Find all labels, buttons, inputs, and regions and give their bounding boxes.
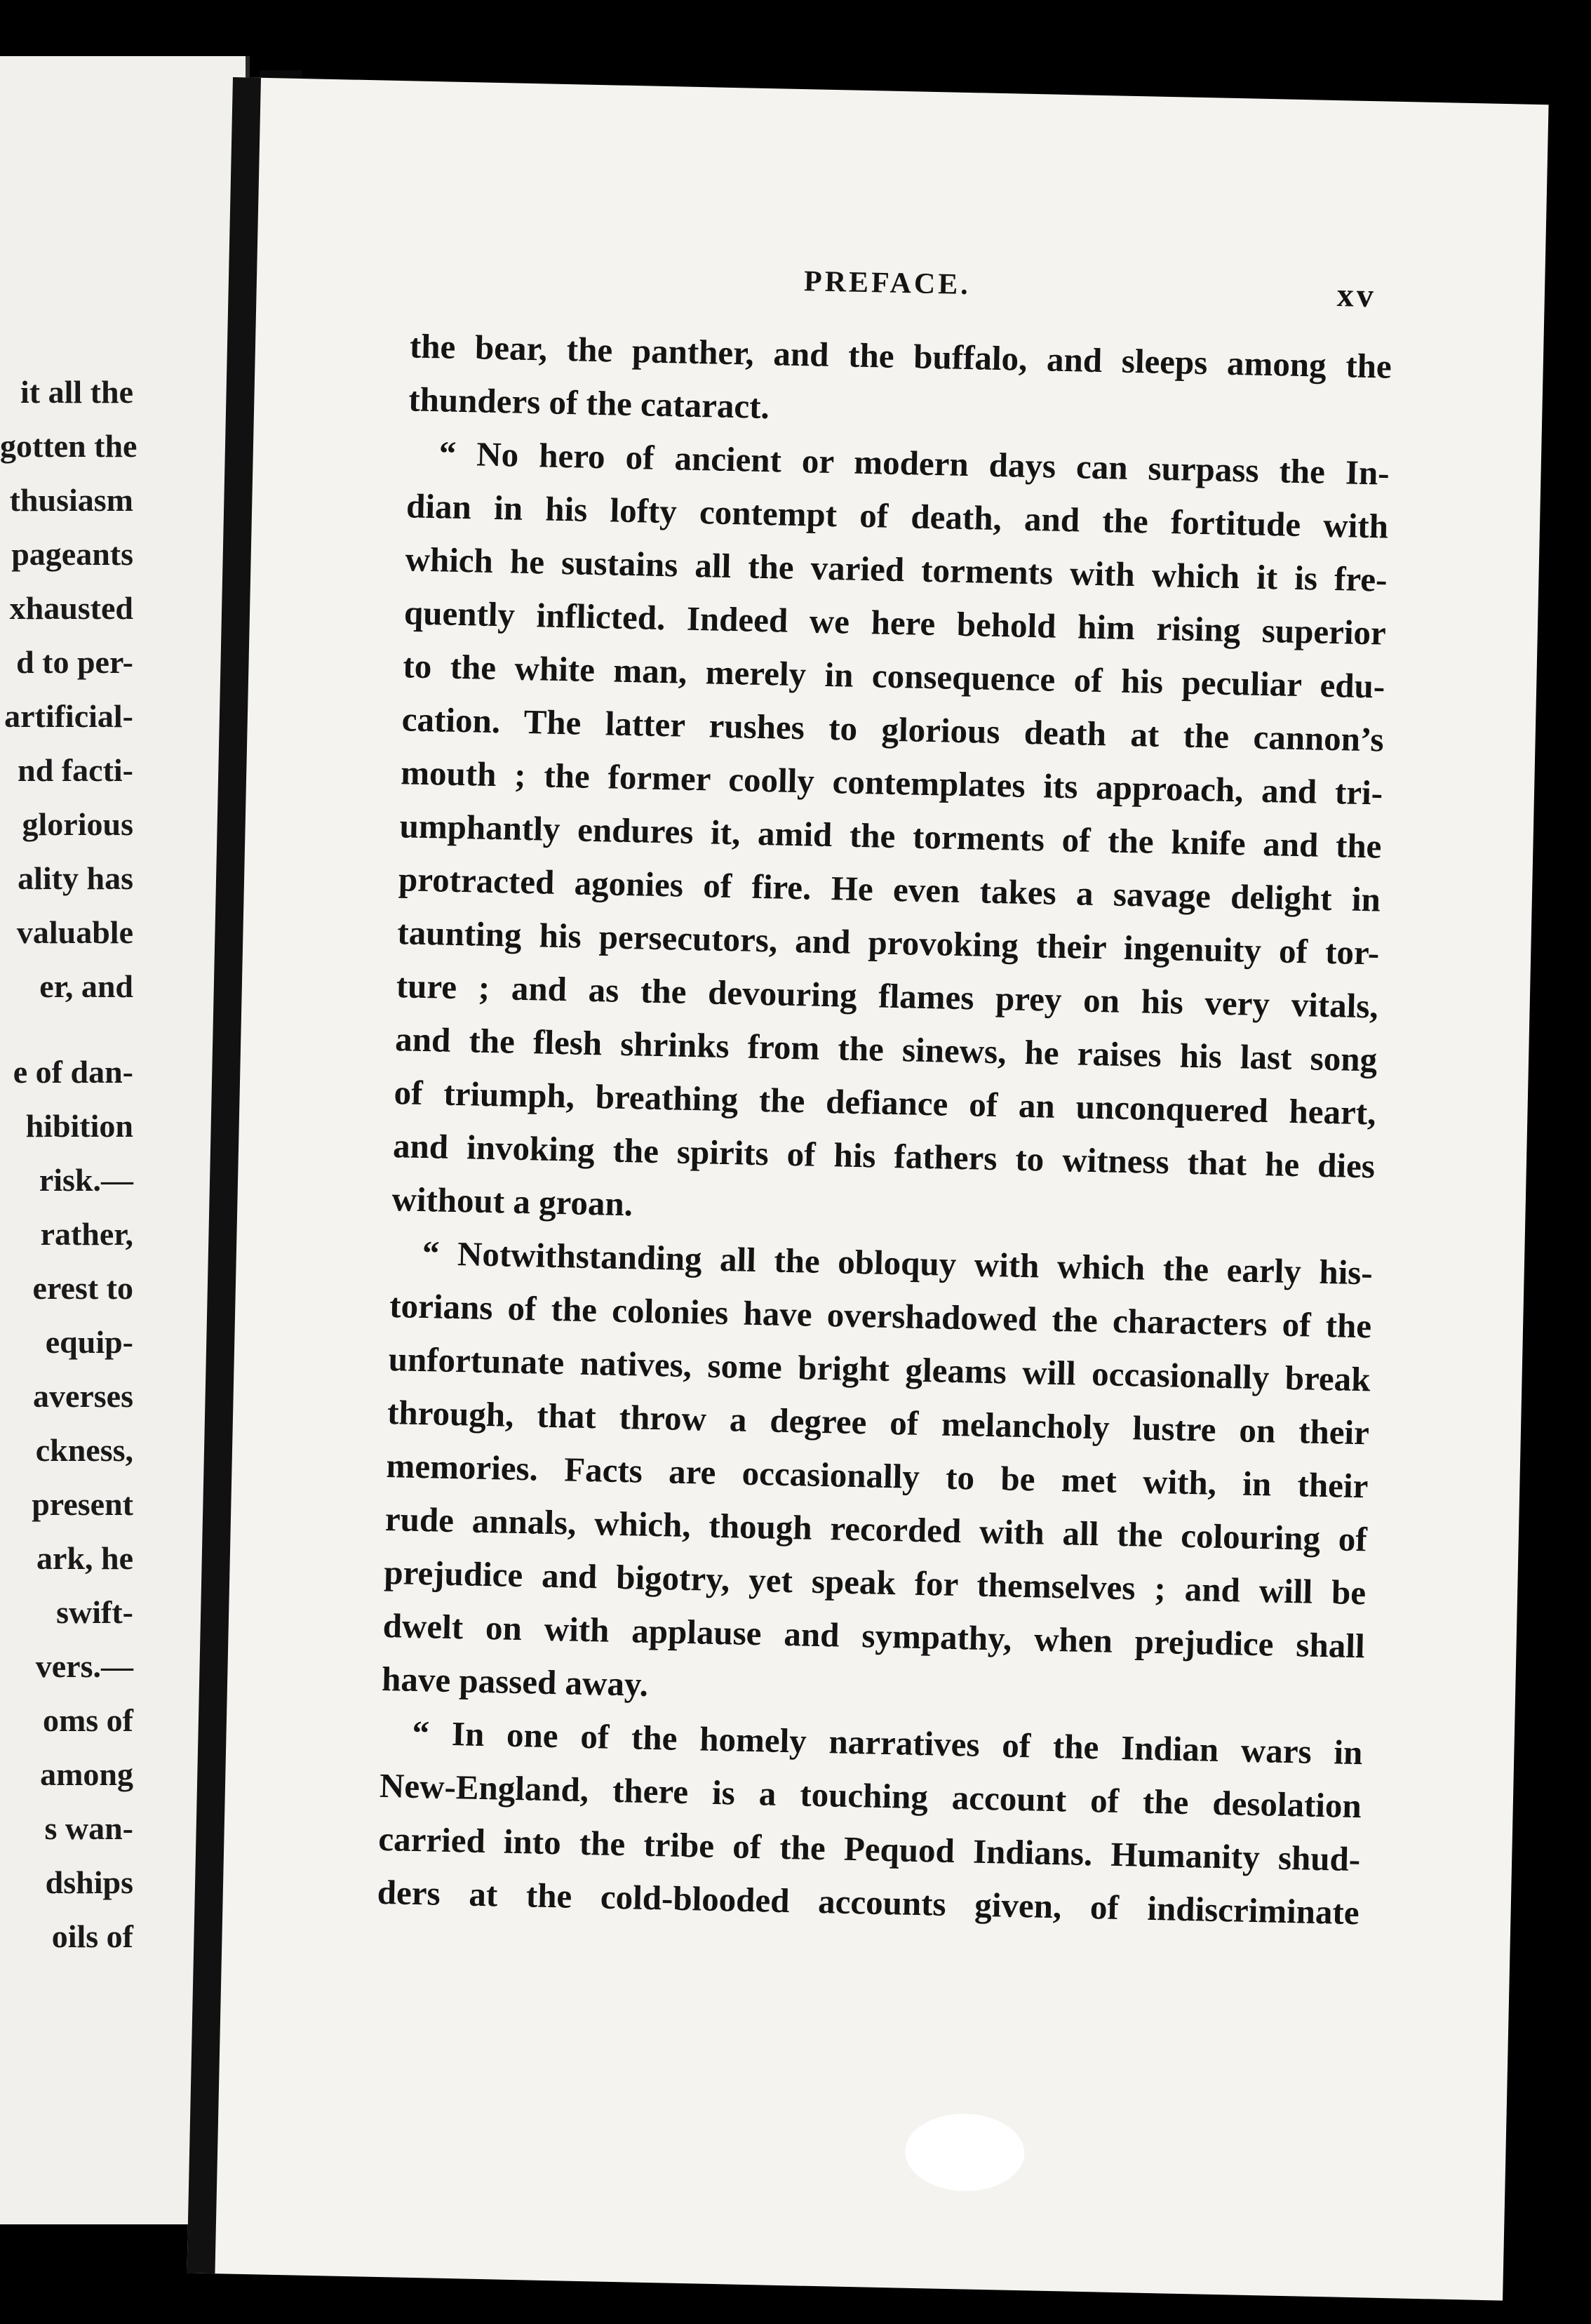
text-line: hibition	[25, 1108, 133, 1144]
text-line: unfortunate natives, some bright gleams will occasionally break	[388, 1340, 1371, 1399]
text-line: cation. The latter rushes to glorious death at the cannon’s	[401, 700, 1385, 759]
text-line: e of dan-	[13, 1054, 133, 1090]
text-line: glorious	[22, 806, 133, 842]
text-line: rather,	[40, 1216, 133, 1252]
page-number: xv	[1336, 276, 1377, 315]
text-line: swift-	[56, 1594, 133, 1630]
text-line: to the white man, merely in consequence of his peculiar edu-	[402, 646, 1385, 706]
text-line: xhausted	[9, 590, 133, 626]
body-text	[377, 319, 1392, 1939]
text-line: risk.—	[39, 1162, 133, 1198]
text-line: valuable	[16, 914, 133, 950]
text-line: gotten the	[0, 428, 137, 464]
text-line: it all the	[20, 374, 133, 410]
text-line: s wan-	[44, 1810, 133, 1846]
text-line: oils of	[51, 1918, 133, 1954]
text-line: and the flesh shrinks from the sinews, he raises his last song	[394, 1020, 1378, 1079]
text-line: ture ; and as the devouring flames prey on his very vitals,	[396, 966, 1379, 1026]
text-line: present	[32, 1486, 133, 1522]
text-line: er, and	[39, 968, 133, 1004]
text-line: artificial-	[4, 698, 133, 734]
text-line: carried into the tribe of the Pequod Indians. Humanity shud-	[377, 1819, 1361, 1879]
text-line: dwelt on with applause and sympathy, when prejudice shall	[382, 1605, 1366, 1666]
text-line: taunting his persecutors, and provoking their ingenuity of tor-	[396, 913, 1380, 973]
text-line: ark, he	[36, 1540, 133, 1576]
text-line: without a groan.	[391, 1180, 633, 1224]
paragraph-gap	[0, 1013, 246, 1045]
text-line: “ Notwithstanding all the obloquy with which the early his-	[422, 1234, 1374, 1293]
text-line: protracted agonies of fire. He even takes a savage delight in	[398, 860, 1381, 919]
text-line: of triumph, breathing the defiance of an unconquered heart,	[394, 1073, 1377, 1133]
text-line: “ No hero of ancient or modern days can surpass the In-	[438, 434, 1390, 493]
paper-blemish	[904, 2113, 1025, 2193]
text-line: through, that throw a degree of melancholy lustre on their	[387, 1393, 1370, 1452]
text-line: oms of	[42, 1702, 133, 1738]
text-line: which he sustains all the varied torments with which it is fre-	[405, 540, 1388, 599]
running-head: PREFACE.	[803, 265, 972, 302]
text-line: pageants	[11, 536, 133, 572]
text-line: have passed away.	[381, 1659, 649, 1704]
text-line: ality has	[18, 860, 133, 896]
text-line: umphantly endures it, amid the torments of the knife and the	[399, 806, 1382, 866]
text-line: New-England, there is a touching account of the desolation	[379, 1765, 1362, 1826]
text-line: rude annals, which, though recorded with all the colouring of	[384, 1500, 1368, 1559]
text-line: dian in his lofty contempt of death, and the fortitude with	[405, 486, 1389, 546]
text-line: nd facti-	[18, 752, 133, 788]
text-line: the bear, the panther, and the buffalo, and sleeps among the	[409, 326, 1392, 386]
text-line: erest to	[32, 1270, 133, 1306]
text-line: vers.—	[35, 1648, 133, 1684]
text-line: quently inflicted. Indeed we here behold him rising superior	[403, 593, 1387, 653]
text-line: d to per-	[16, 644, 133, 680]
right-page	[187, 77, 1548, 2301]
text-line: thusiasm	[9, 482, 133, 518]
text-line: averses	[32, 1378, 133, 1414]
text-line: dships	[45, 1864, 133, 1900]
text-line: mouth ; the former coolly contemplates its approach, and tri-	[400, 753, 1383, 813]
text-line: and invoking the spirits of his fathers to witness that he dies	[392, 1126, 1376, 1186]
text-line: among	[40, 1756, 133, 1792]
text-line: ders at the cold-blooded accounts given, of indiscriminate	[377, 1872, 1360, 1932]
text-line: memories. Facts are occasionally to be met with, in their	[386, 1446, 1369, 1506]
text-line: torians of the colonies have overshadowed the characters of the	[389, 1286, 1372, 1346]
text-line: prejudice and bigotry, yet speak for themselves ; and will be	[383, 1552, 1367, 1612]
text-line: equip-	[45, 1324, 133, 1360]
text-line: “ In one of the homely narratives of the Indian wars in	[412, 1713, 1363, 1772]
text-line: thunders of the cataract.	[408, 380, 770, 427]
text-line: ckness,	[35, 1432, 133, 1468]
